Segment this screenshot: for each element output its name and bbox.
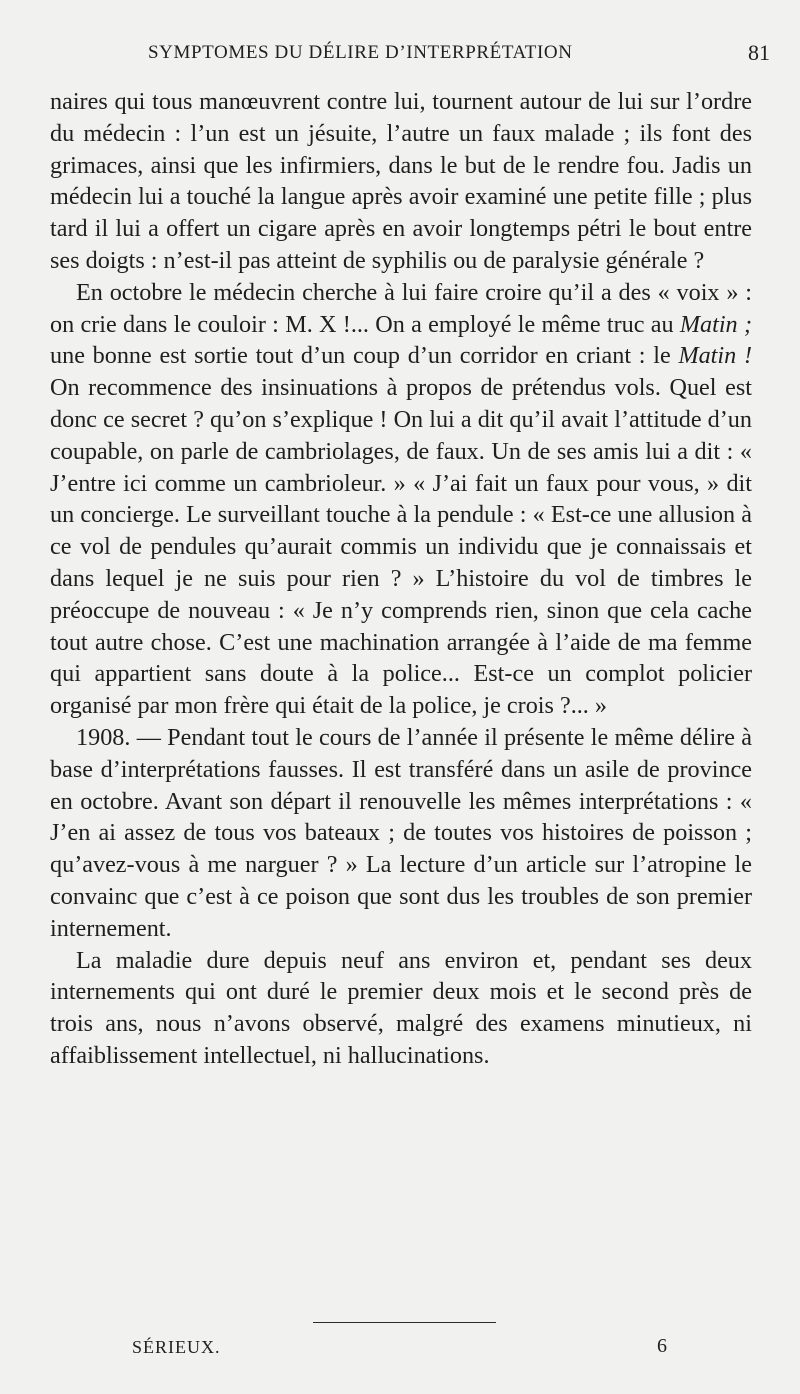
- signature-number: 6: [657, 1335, 667, 1357]
- paragraph-1908: 1908. — Pendant tout le cours de l’année il présente le même délire à base d’interprétations fausses. Il est transféré dans un asile de province en octobre. Avant son départ il renouvelle les mêmes interprétations : « J’en ai assez de tous vos bateaux ; de toutes vos histoires de poisson ; qu’avez-vous à me narguer ? » La lecture d’un article sur l’atropine le convainc que c’est à ce poison que sont dus les troubles de son premier internement.: [50, 723, 752, 942]
- paragraph-october-part-2: une bonne est sortie tout d’un coup d’un corridor en criant : le: [50, 342, 679, 370]
- footer-rule: [313, 1322, 496, 1323]
- newspaper-title-matin: Matin ;: [679, 310, 752, 338]
- paragraph-conclusion: La maladie dure depuis neuf ans environ et, pendant ses deux internements qui ont duré le premier deux mois et le second près de trois ans, nous n’avons observé, malgré des examens minutieux, ni affaiblissement intellectuel, ni hallucinations.: [50, 946, 752, 1069]
- paragraph-october: [50, 277, 752, 722]
- newspaper-title-matin-exclaim: Matin !: [678, 342, 752, 370]
- running-head: [40, 40, 770, 70]
- footer-signature: SÉRIEUX.: [132, 1337, 221, 1357]
- body-text: [50, 86, 752, 1072]
- paragraph-october-part-1: En octobre le médecin cherche à lui faire croire qu’il a des « voix » : on crie dans le couloir : M. X !... On a employé le même truc au: [50, 278, 752, 338]
- page-number: 81: [748, 40, 770, 65]
- running-title: SYMPTOMES DU DÉLIRE D’INTERPRÉTATION: [148, 42, 573, 63]
- paragraph-continuation: naires qui tous manœuvrent contre lui, tournent autour de lui sur l’ordre du médecin : l’un est un jésuite, l’autre un faux malade ; ils font des grimaces, ainsi que les infirmiers, dans le but de le rendre fou. Jadis un médecin lui a touché la langue après avoir examiné une petite fille ; plus tard il lui a offert un cigare après en avoir longtemps pétri le bout entre ses doigts : n’est-il pas atteint de syphilis ou de paralysie générale ?: [50, 88, 752, 274]
- paragraph-october-part-3: On recommence des insinuations à propos de prétendus vols. Quel est donc ce secret ? qu’on s’explique ! On lui a dit qu’il avait l’attitude d’un coupable, on parle de cambriolages, de faux. Un de ses amis lui a dit : « J’entre ici comme un cambrioleur. » « J’ai fait un faux pour vous, » dit un concierge. Le surveillant touche à la pendule : « Est-ce une allusion à ce vol de pendules qu’aurait commis un individu que je connaissais et dans lequel je ne suis pour rien ? » L’histoire du vol de timbres le préoccupe de nouveau : « Je n’y comprends rien, sinon que cela cache tout autre chose. C’est une machination arrangée à l’aide de ma femme qui appartient sans doute à la police... Est-ce un complot policier organisé par mon frère qui était de la police, je crois ?... »: [50, 374, 752, 720]
